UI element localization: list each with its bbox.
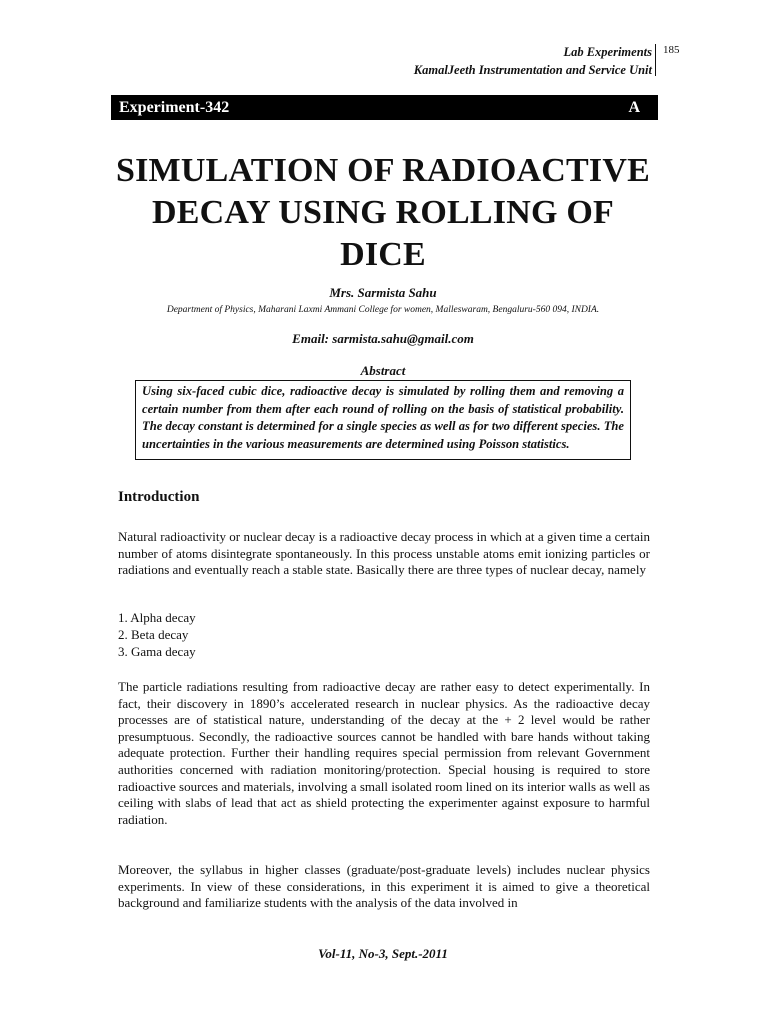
list-item: 3. Gama decay — [118, 644, 196, 659]
author-email: Email: sarmista.sahu@gmail.com — [292, 331, 474, 346]
page-number: 185 — [663, 44, 680, 56]
abstract-box: Using six-faced cubic dice, radioactive decay is simulated by rolling them and removing a certain number from them after each round of rolling on the basis of statistical probability. The decay constant is determined for a single species as well as for two different species. The uncertainties in the various measurements are determined using Poisson statistics. — [135, 380, 631, 460]
intro-paragraph-3: Moreover, the syllabus in higher classes (graduate/post-graduate levels) includes nuclear physics experiments. In view of these considerations, in this experiment it is aimed to give a theoretical background and familiarize students with the analysis of the data involved in — [118, 862, 650, 911]
title-line: DICE — [340, 236, 426, 273]
title-line: DECAY USING ROLLING OF — [152, 194, 614, 231]
author-affiliation: Department of Physics, Maharani Laxmi Ammani College for women, Malleswaram, Bengaluru-560 094, INDIA. — [166, 305, 600, 315]
decay-types-list — [118, 609, 196, 660]
header-line-1: Lab Experiments — [563, 45, 652, 59]
list-item: 2. Beta decay — [118, 627, 189, 642]
experiment-number: Experiment-342 — [119, 99, 230, 116]
experiment-bar — [111, 95, 658, 120]
list-item: 1. Alpha decay — [118, 610, 196, 625]
experiment-letter: A — [628, 99, 640, 116]
paper-title — [100, 150, 666, 276]
header-divider — [655, 44, 656, 76]
running-header — [414, 43, 652, 79]
intro-paragraph-2: The particle radiations resulting from radioactive decay are rather easy to detect experimentally. In fact, their discovery in 1890’s accelerated research in nuclear physics. As the radioactive decay processes are of statistical nature, understanding of the decay at the + 2 level would be rather presumptuous. Secondly, the radioactive sources cannot be handled with bare hands without taking adequate protection. Further their handling requires special permission from relevant Government authorities concerned with radiation monitoring/protection. Special housing is required to store radioactive sources and materials, involving a small isolated room lined on its interior walls as well as ceiling with slabs of lead that act as shield protecting the experimenter against exposure to harmful radiation. — [118, 679, 650, 827]
author-name: Mrs. Sarmista Sahu — [329, 285, 437, 300]
journal-footer: Vol-11, No-3, Sept.-2011 — [318, 946, 448, 961]
header-line-2: KamalJeeth Instrumentation and Service Unit — [413, 63, 652, 77]
abstract-heading: Abstract — [360, 363, 406, 378]
section-heading-introduction: Introduction — [118, 489, 200, 505]
intro-paragraph-1: Natural radioactivity or nuclear decay is a radioactive decay process in which at a given time a certain number of atoms disintegrate spontaneously. In this process unstable atoms emit ionizing particles or radiations and eventually reach a stable state. Basically there are three types of nuclear decay, namely — [118, 529, 650, 578]
title-line: SIMULATION OF RADIOACTIVE — [116, 152, 650, 189]
